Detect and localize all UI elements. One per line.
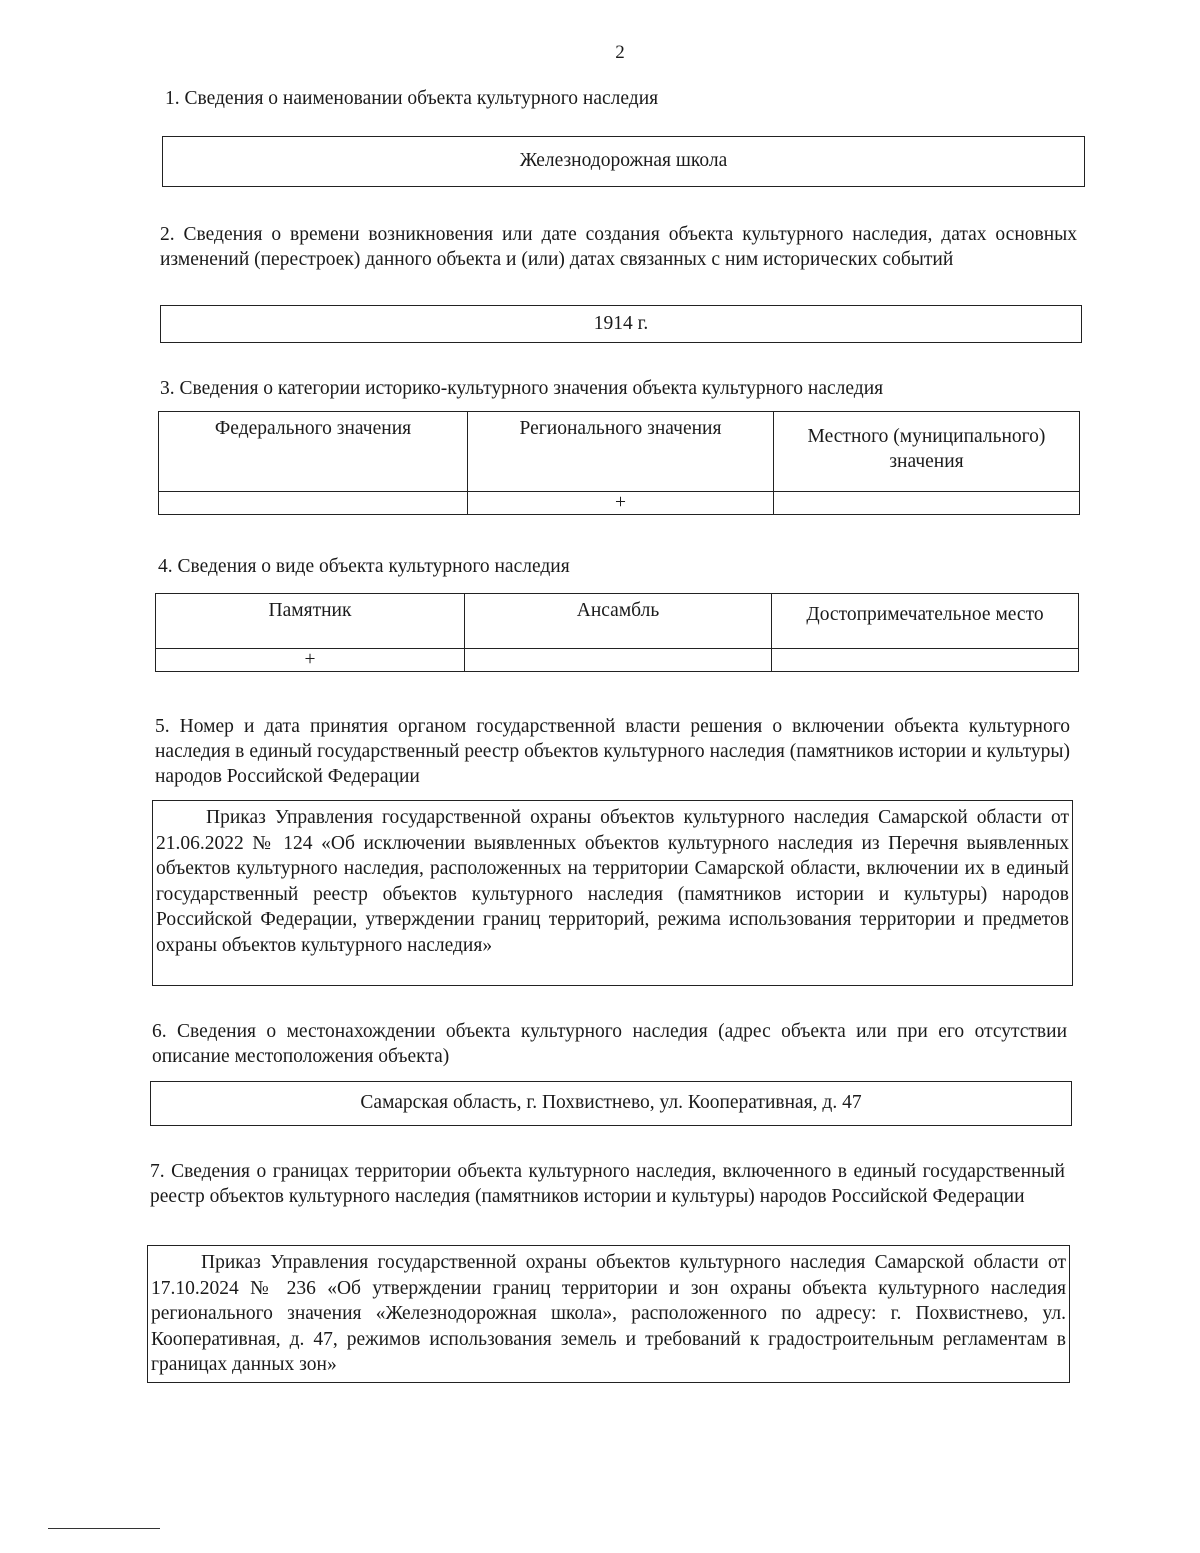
category-header-federal: Федерального значения xyxy=(159,412,468,492)
section-3-heading: 3. Сведения о категории историко-культурного значения объекта культурного наследия xyxy=(160,378,884,399)
section-2-heading: 2. Сведения о времени возникновения или дате создания объекта культурного наследия, датах основных изменений (перестроек) данного объекта и (или) датах связанных с ним исторических событий xyxy=(160,224,1077,270)
type-table xyxy=(155,593,1079,672)
address-value: Самарская область, г. Похвистнево, ул. Кооперативная, д. 47 xyxy=(360,1092,862,1113)
section-1-heading: 1. Сведения о наименовании объекта культурного наследия xyxy=(165,88,659,109)
registry-order-box xyxy=(152,800,1073,986)
object-name-value: Железнодорожная школа xyxy=(519,150,728,171)
registry-order-text: Приказ Управления государственной охраны объектов культурного наследия Самарской области от 21.06.2022 № 124 «Об исключении выявленных объектов культурного наследия из Перечня выявленных объектов культурного наследия, расположенных на территории Самарской области, включении их в единый государственный реестр объектов культурного наследия (памятников истории и культуры) народов Российской Федерации, утверждении границ территорий, режима использования территории и предметов охраны объектов культурного наследия» xyxy=(156,807,1069,956)
section-4-heading: 4. Сведения о виде объекта культурного наследия xyxy=(158,556,570,577)
category-header-local: Местного (муниципального) значения xyxy=(774,412,1080,492)
page-number: 2 xyxy=(615,42,625,63)
type-header-monument: Памятник xyxy=(156,594,465,649)
section-6-heading: 6. Сведения о местонахождении объекта культурного наследия (адрес объекта или при его отсутствии описание местоположения объекта) xyxy=(152,1021,1067,1067)
section-1-box xyxy=(162,136,1085,187)
address-box xyxy=(150,1081,1072,1126)
creation-date-value: 1914 г. xyxy=(593,313,649,334)
type-mark-monument: + xyxy=(156,649,465,672)
category-table xyxy=(158,411,1080,515)
section-2-box xyxy=(160,305,1082,343)
type-mark-ensemble xyxy=(465,649,772,672)
section-5-heading: 5. Номер и дата принятия органом государственной власти решения о включении объекта культурного наследия в единый государственный реестр объектов культурного наследия (памятников истории и культуры) народов Российской Федерации xyxy=(155,716,1070,787)
type-header-landmark: Достопримечательное место xyxy=(772,594,1079,649)
boundaries-order-box xyxy=(147,1245,1070,1383)
section-7-heading: 7. Сведения о границах территории объекта культурного наследия, включенного в единый государственный реестр объектов культурного наследия (памятников истории и культуры) народов Российской Федерации xyxy=(150,1161,1065,1207)
footnote-divider xyxy=(48,1528,160,1529)
type-mark-landmark xyxy=(772,649,1079,672)
boundaries-order-text: Приказ Управления государственной охраны объектов культурного наследия Самарской области от 17.10.2024 № 236 «Об утверждении границ территории и зон охраны объекта культурного наследия регионального значения «Железнодорожная школа», расположенного по адресу: г. Похвистнево, ул. Кооперативная, д. 47, режимов использования земель и требований к градостроительным регламентам в границах данных зон» xyxy=(151,1252,1066,1375)
type-header-ensemble: Ансамбль xyxy=(465,594,772,649)
category-mark-regional: + xyxy=(468,492,774,515)
category-header-regional: Регионального значения xyxy=(468,412,774,492)
category-mark-federal xyxy=(159,492,468,515)
category-mark-local xyxy=(774,492,1080,515)
